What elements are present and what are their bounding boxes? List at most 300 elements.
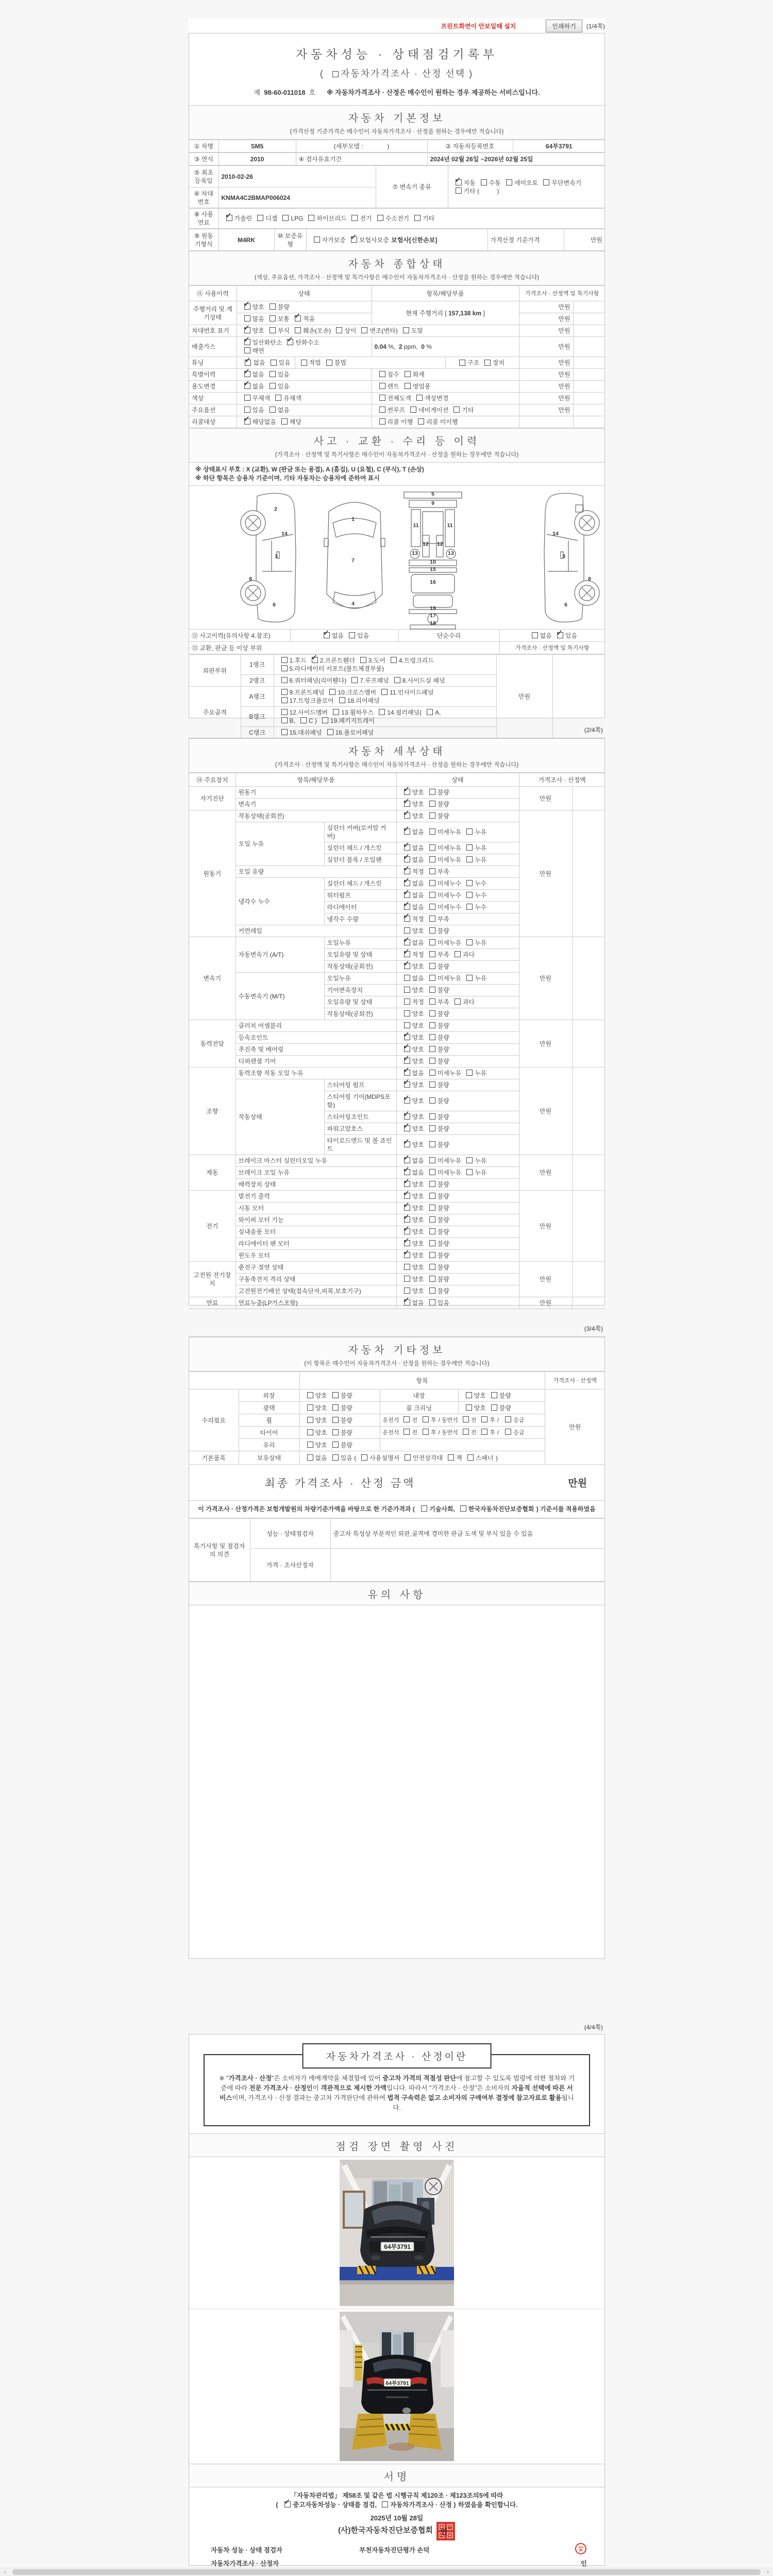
checkbox (416, 395, 423, 401)
checkbox: ✓ (403, 825, 410, 834)
table-cell (237, 313, 372, 325)
table-cell: 만원 (519, 381, 573, 393)
table-cell (573, 301, 605, 313)
table-cell: 자동변속기 (A/T) (236, 937, 324, 973)
checkbox-label: 침수 (387, 371, 399, 378)
table-cell (573, 313, 605, 325)
checkbox (429, 812, 435, 819)
checkbox-label: 없음 (412, 1070, 424, 1077)
checkbox-label: 불량 (437, 1216, 449, 1224)
table-cell: 실린더 헤드 / 개스킷 (324, 878, 396, 890)
checkbox-label: 없음 (412, 1169, 424, 1176)
table-cell: 디퍼렌셜 기어 (236, 1056, 396, 1067)
checkbox (275, 395, 281, 401)
checkbox-label: 적정 (412, 998, 424, 1006)
checkbox-label: 응급 (513, 1417, 525, 1423)
table-cell: 주요골격 (189, 687, 241, 739)
checkbox (332, 1442, 339, 1448)
panel-number: 8 (588, 576, 591, 582)
checkbox-label: 과다 (462, 951, 475, 958)
checkbox-label: 응급 (513, 1430, 525, 1436)
detail-state-table (189, 773, 604, 1309)
checkbox (429, 1299, 435, 1306)
table-cell: 원동기 (189, 810, 236, 937)
table-cell (573, 404, 605, 416)
checkbox-label: 불량 (437, 1287, 449, 1295)
checkbox (429, 1287, 435, 1294)
checkbox (244, 315, 250, 321)
checkbox (455, 951, 461, 957)
side-view-right (544, 493, 599, 622)
table-cell: 브레이크 마스터 실린더오일 누유 (236, 1155, 396, 1167)
checkbox (332, 1454, 339, 1461)
table-cell: 전기 (189, 1191, 236, 1262)
checkbox: ✓ (243, 335, 250, 344)
checkbox-label: 양호 (412, 927, 424, 935)
checkbox-label: 있음 (252, 406, 264, 414)
inspector-opinion-table (189, 1518, 604, 1582)
checkbox (429, 1058, 435, 1064)
table-cell: 동력전달 (189, 1020, 236, 1067)
table-cell: 색상 (189, 393, 237, 404)
table-cell: SM5 (219, 140, 296, 152)
panel-number: 14 (281, 531, 288, 537)
table-cell: 2024년 02월 26일 ~2026년 02월 25일 (427, 153, 605, 165)
table-cell (219, 209, 605, 229)
table-cell (396, 1111, 519, 1123)
checkbox (429, 927, 435, 934)
table-cell (372, 416, 519, 428)
checkbox (332, 1417, 339, 1423)
checkbox: ✓ (403, 1201, 410, 1210)
checkbox (429, 1276, 435, 1282)
panel-number: 5 (431, 491, 434, 497)
checkbox (332, 1392, 339, 1398)
checkbox: ✓ (323, 628, 330, 637)
checkbox-label: 불량 (437, 1181, 449, 1188)
table-cell (274, 655, 496, 675)
scrollbar-left-arrow-icon[interactable]: ‹ (4, 2568, 7, 2575)
checkbox: ✓ (403, 888, 410, 897)
table-cell: ② 자동차등록번호 (427, 140, 513, 152)
table-cell: 중고차 특성상 부분적인 외판,골격에 경미한 판금 도색 및 부식 있을 수 있음 (330, 1519, 605, 1549)
table-cell (330, 1549, 605, 1582)
checkbox (326, 360, 332, 366)
table-cell (396, 1135, 519, 1155)
checkbox-label: 13.휠하우스 (341, 709, 374, 716)
section-photos-header (189, 2133, 604, 2157)
checkbox-label: 리콜 이행 (387, 418, 413, 426)
checkbox-label: 양호 (474, 1404, 486, 1412)
checkbox-label: 수동 (489, 179, 501, 187)
signer-value: 부천자동차진단평가 손덕 (359, 2546, 430, 2554)
table-cell: 만원 (519, 404, 573, 416)
checkbox-label: 양호 (412, 1141, 424, 1148)
table-cell (396, 1167, 519, 1179)
checkbox-label: 14.필러패널( (387, 709, 422, 716)
checkbox (404, 987, 410, 993)
table-cell (372, 381, 519, 393)
checkbox (361, 1454, 367, 1461)
section-accident-header (189, 428, 604, 463)
checkbox-label: 불량 (437, 1081, 449, 1089)
accident-history-table (189, 629, 604, 654)
checkbox (360, 657, 366, 663)
table-cell (396, 787, 519, 799)
checkbox: ✓ (243, 367, 250, 376)
checkbox (456, 188, 462, 194)
table-cell: 0.04 %, 2 ppm, 0 % (372, 337, 519, 357)
checkbox-label: 불량 (437, 1228, 449, 1235)
checkbox (405, 383, 411, 389)
checkbox: ✓ (403, 1110, 410, 1118)
checkbox-label: 불법 (334, 359, 346, 366)
tb_etc (189, 1371, 605, 1465)
checkbox-label: 9.프론트패널 (289, 689, 325, 696)
table-cell (274, 675, 496, 687)
checkbox (423, 1416, 429, 1422)
table-cell: 2랭크 (241, 675, 274, 687)
checkbox (532, 632, 538, 638)
table-cell: 가격산정 기준가격 (488, 229, 564, 251)
checkbox (282, 215, 289, 221)
table-cell (299, 1414, 380, 1427)
legend-line: ※ 상태표시 부호 : X (교환), W (판금 또는 용접), A (흠집), U (요철), C (부식), T (손상) (195, 466, 424, 473)
checkbox (466, 904, 473, 910)
checkbox-label: 없음 (412, 892, 424, 899)
checkbox-label: 17.트렁크플로어 (289, 697, 334, 704)
table-cell: 변속기 (189, 937, 236, 1020)
checkbox (339, 697, 345, 703)
checkbox (466, 975, 473, 981)
checkbox-label: 해당 (289, 418, 302, 426)
checkbox (404, 1022, 410, 1028)
checkbox: ✓ (403, 900, 410, 909)
inspector-seal-icon (563, 2543, 592, 2557)
table-cell (396, 1262, 519, 1274)
svg-text:64부3791: 64부3791 (384, 2243, 411, 2250)
page-indicator-4: (4/4쪽) (584, 2024, 603, 2031)
checkbox (270, 383, 276, 389)
checkbox-label: 유채색 (283, 395, 302, 402)
checkbox (270, 327, 276, 333)
price-definition-box (204, 2054, 590, 2126)
legend-line: ※ 하단 항목은 승용차 기준이며, 기타 자동차는 승용차에 준하여 표시 (195, 474, 380, 482)
checkbox-label: 리콜 미이행 (426, 418, 458, 426)
table-cell (396, 1155, 519, 1167)
section-title: 서명 (383, 2471, 410, 2483)
doc-title: 자동차성능 · 상태점검기록부 (295, 47, 498, 61)
checkbox-label: 부족 (437, 998, 449, 1006)
state-code-legend (189, 463, 604, 486)
checkbox (505, 1429, 511, 1435)
table-cell (396, 973, 519, 985)
checkbox-label: 불량 (340, 1441, 352, 1449)
tb_b4 (189, 229, 605, 251)
checkbox (404, 1010, 410, 1016)
checkbox-label: 있음 (278, 359, 291, 366)
table-cell: 외판부위 (189, 655, 241, 687)
checkbox-label: 양호 (412, 1113, 424, 1121)
checkbox (281, 657, 288, 663)
checkbox (405, 1454, 411, 1461)
table-cell (573, 416, 605, 428)
checkbox (460, 1505, 466, 1512)
table-cell: 배력장치 상태 (236, 1179, 396, 1191)
checkbox (404, 1276, 410, 1282)
panel-number: 13 (448, 550, 454, 556)
checkbox (429, 892, 435, 898)
table-cell: 추진축 및 베어링 (236, 1044, 396, 1056)
checkbox-label: 없음 (412, 828, 424, 836)
table-cell: 윈도우 모터 (236, 1250, 396, 1262)
checkbox (349, 632, 355, 638)
checkbox-label: 6.쿼터패널(리어휀다) (289, 677, 347, 684)
table-cell: 기어변속장치 (324, 985, 396, 996)
table-cell (396, 1056, 519, 1067)
table-cell: 만원 (519, 937, 572, 1020)
checkbox-label: 양호 (315, 1416, 327, 1424)
checkbox-label: 적정 (412, 951, 424, 958)
checkbox-label: 불량 (340, 1404, 352, 1412)
table-cell: 기본품목 (189, 1451, 239, 1465)
table-cell (396, 961, 519, 973)
section-title: 자동차 기타정보 (348, 1345, 446, 1356)
checkbox: ✓ (403, 1066, 410, 1075)
checkbox-label: 18.리어패널 (347, 697, 380, 704)
panel-number: 6 (564, 602, 567, 608)
checkbox-label: 불량 (437, 789, 449, 796)
table-cell (299, 1427, 380, 1439)
table-cell: 2010-02-26 (219, 166, 376, 188)
table-cell: 단순수리 (398, 630, 499, 642)
table-cell (458, 1402, 545, 1414)
checkbox-label: 미세누유 (437, 1157, 462, 1164)
checkbox-label: 없음 (412, 856, 424, 863)
table-cell: (세부모델 : ) (296, 140, 427, 152)
checkbox: ✓ (403, 1122, 410, 1130)
table-cell (396, 985, 519, 996)
panel-number: 15 (430, 566, 436, 572)
checkbox-label: 적정 (412, 916, 424, 923)
checkbox (382, 2501, 388, 2507)
table-cell: 작동상태(공회전) (324, 961, 396, 973)
scrollbar-thumb[interactable] (12, 2569, 761, 2575)
table-cell: 외장 (239, 1389, 299, 1402)
checkbox: ✓ (556, 628, 563, 637)
checkbox-label: 중고자동차성능 · 상태를 점검, (293, 2501, 377, 2509)
table-cell: 파워고압호스 (324, 1123, 396, 1135)
checkbox (429, 1070, 435, 1076)
checkbox-label: 양호 (412, 1125, 424, 1132)
checkbox-label: 3.도어 (368, 657, 385, 664)
table-cell: KNMA4C2BMAP006024 (219, 188, 376, 208)
checkbox-label: 기타 (462, 406, 474, 414)
checkbox-label: 양호 (412, 1276, 424, 1283)
checkbox-label: 무단변속기 (551, 179, 582, 187)
checkbox-label: 전 (470, 1417, 477, 1423)
table-cell: 만원 (519, 325, 573, 337)
table-cell (573, 381, 605, 393)
panel-number: 1 (351, 516, 355, 522)
table-cell (189, 1372, 299, 1389)
signature-block (189, 2487, 604, 2576)
table-cell: 스티어링 기어(MDPS포함) (324, 1091, 396, 1111)
horizontal-scrollbar[interactable] (0, 2568, 773, 2576)
section-etc-header (189, 1337, 604, 1371)
checkbox-label: 불량 (437, 1034, 449, 1041)
checkbox (453, 406, 460, 413)
section-caution-header (189, 1582, 604, 1605)
table-cell: ⑬ 교환, 판금 등 이상 부위 (189, 642, 499, 654)
checkbox: ✓ (403, 1296, 410, 1304)
checkbox-label: 네비게이션 (418, 406, 449, 414)
checkbox-label: 불량 (437, 812, 449, 820)
checkbox: ✓ (243, 324, 250, 332)
checkbox (379, 371, 385, 377)
checkbox-label: 미세누수 (437, 892, 462, 899)
table-cell: 실린더 헤드 / 개스킷 (324, 842, 396, 854)
checkbox (429, 1181, 435, 1187)
section-subtitle: (가격조사 · 산정액 및 특기사항은 매수인이 자동차가격조사 · 산정을 원하는 경우에만 적습니다) (275, 762, 519, 768)
checkbox (429, 1125, 435, 1131)
checkbox-label: 불량 (437, 927, 449, 935)
table-cell (396, 842, 519, 854)
checkbox-label: 양호 (412, 1240, 424, 1247)
checkbox-label: 보험사보증 (359, 236, 389, 244)
table-cell: 고전원전기배선 상태(접속단자,피복,보호기구) (236, 1285, 396, 1297)
checkbox (307, 1454, 313, 1461)
table-cell (396, 1191, 519, 1202)
checkbox-label: 양호 (315, 1392, 327, 1399)
checkbox: ✓ (403, 959, 410, 968)
table-cell: 수동변속기 (M/T) (236, 973, 324, 1020)
tb_acc (189, 629, 605, 654)
table-cell (396, 996, 519, 1008)
checkbox: ✓ (403, 865, 410, 873)
panel-number: 2 (274, 506, 277, 512)
table-cell (458, 1389, 545, 1402)
table-cell (396, 1179, 519, 1191)
checkbox-label: 양호 (412, 987, 424, 994)
checkbox-label: 있음 ( (340, 1454, 357, 1462)
scrollbar-right-arrow-icon[interactable]: › (766, 2568, 769, 2575)
checkbox-label: 누수 (475, 904, 487, 911)
table-cell: 자가보증 ✓ 보험사보증 보험사[신한손보] (306, 229, 488, 251)
checkbox: ✓ (403, 1165, 410, 1174)
page-indicator-1: (1/4쪽) (586, 22, 605, 30)
table-cell: 만원 (519, 301, 573, 313)
table-cell: 수리필요 (189, 1389, 239, 1451)
table-cell (299, 1402, 380, 1414)
checkbox-label: 부족 (437, 916, 449, 923)
checkbox (481, 179, 487, 185)
checkbox-label: 양호 (412, 1264, 424, 1271)
checkbox (481, 1429, 488, 1435)
checkbox (463, 1429, 469, 1435)
checkbox (423, 1429, 429, 1435)
table-cell (396, 890, 519, 902)
tb_b3 (189, 208, 605, 229)
checkbox (332, 1429, 339, 1435)
checkbox-label: 양호 (315, 1404, 327, 1412)
checkbox-label: 8.사이드실 패널 (402, 677, 445, 684)
table-cell: ⑭ 주요장치 (189, 773, 236, 787)
checkbox (429, 916, 435, 922)
checkbox-label: 후 (431, 1430, 436, 1436)
checkbox: ✓ (243, 379, 250, 388)
checkbox: ✓ (403, 1189, 410, 1198)
table-cell (396, 810, 519, 822)
table-cell: 만원 (519, 1297, 572, 1309)
print-button[interactable]: 인쇄하기 (546, 20, 582, 32)
panel-number: 4 (351, 601, 355, 607)
table-cell: 가격조사 · 산정액 (545, 1372, 605, 1389)
table-cell (237, 381, 372, 393)
checkbox (429, 1046, 435, 1052)
table-cell (572, 810, 605, 937)
table-cell (237, 301, 372, 313)
checkbox (281, 689, 288, 695)
checkbox (270, 303, 276, 310)
table-cell: ⑦ 변속기 종류 (376, 166, 448, 208)
checkbox-label: 양호 (412, 1097, 424, 1105)
table-cell (396, 1079, 519, 1091)
checkbox-label: 전 (412, 1430, 418, 1436)
checkbox-label: 부족 (437, 868, 449, 875)
print-install-link[interactable]: 프린트화면이 안보일때 설치 (441, 22, 516, 30)
table-cell (274, 707, 496, 727)
checkbox (351, 677, 358, 683)
checkbox-label: 탄화수소 (295, 339, 320, 346)
table-cell (572, 1067, 605, 1155)
checkbox-label: 기타 ( (463, 187, 480, 195)
checkbox: ✓ (403, 1248, 410, 1257)
checkbox: ✓ (403, 1236, 410, 1245)
checkbox (481, 1416, 488, 1422)
checkbox (429, 1081, 435, 1088)
table-cell: ⑤ 최초등록일 (189, 166, 219, 188)
checkbox: ✓ (284, 2498, 291, 2506)
table-cell: 오일 유량 (236, 866, 396, 878)
checkbox-label: 없음 (412, 844, 424, 852)
checkbox: ✓ (403, 1225, 410, 1233)
checkbox-label: 없음 (277, 406, 290, 414)
checkbox: ✓ (403, 947, 410, 956)
checkbox-label: 양호 (315, 1441, 327, 1449)
table-cell: 타이로드엔드 및 볼 죠인트 (324, 1135, 396, 1155)
top-view (324, 502, 385, 608)
checkbox (314, 236, 320, 243)
checkbox-label: 전체도색 (387, 395, 411, 402)
section-title: 사고 · 교환 · 수리 등 이력 (313, 436, 480, 447)
checkbox-label: 불량 (340, 1416, 352, 1424)
table-cell (299, 1389, 380, 1402)
checkbox-label: 가솔린 (234, 215, 253, 222)
checkbox-label: 색상변경 (424, 395, 449, 402)
checkbox: ✓ (403, 841, 410, 850)
checkbox-label: 전 (470, 1430, 477, 1436)
table-cell: 만원 (519, 1067, 572, 1155)
table-cell: 오일누유 (324, 937, 396, 949)
checkbox (466, 1404, 472, 1411)
checkbox (466, 1070, 473, 1076)
panel-number: 11 (413, 522, 419, 529)
checkbox-label: 누수 (475, 892, 487, 899)
checkbox (361, 327, 367, 333)
checkbox-label: 있음 (565, 632, 577, 639)
table-cell (237, 337, 372, 357)
